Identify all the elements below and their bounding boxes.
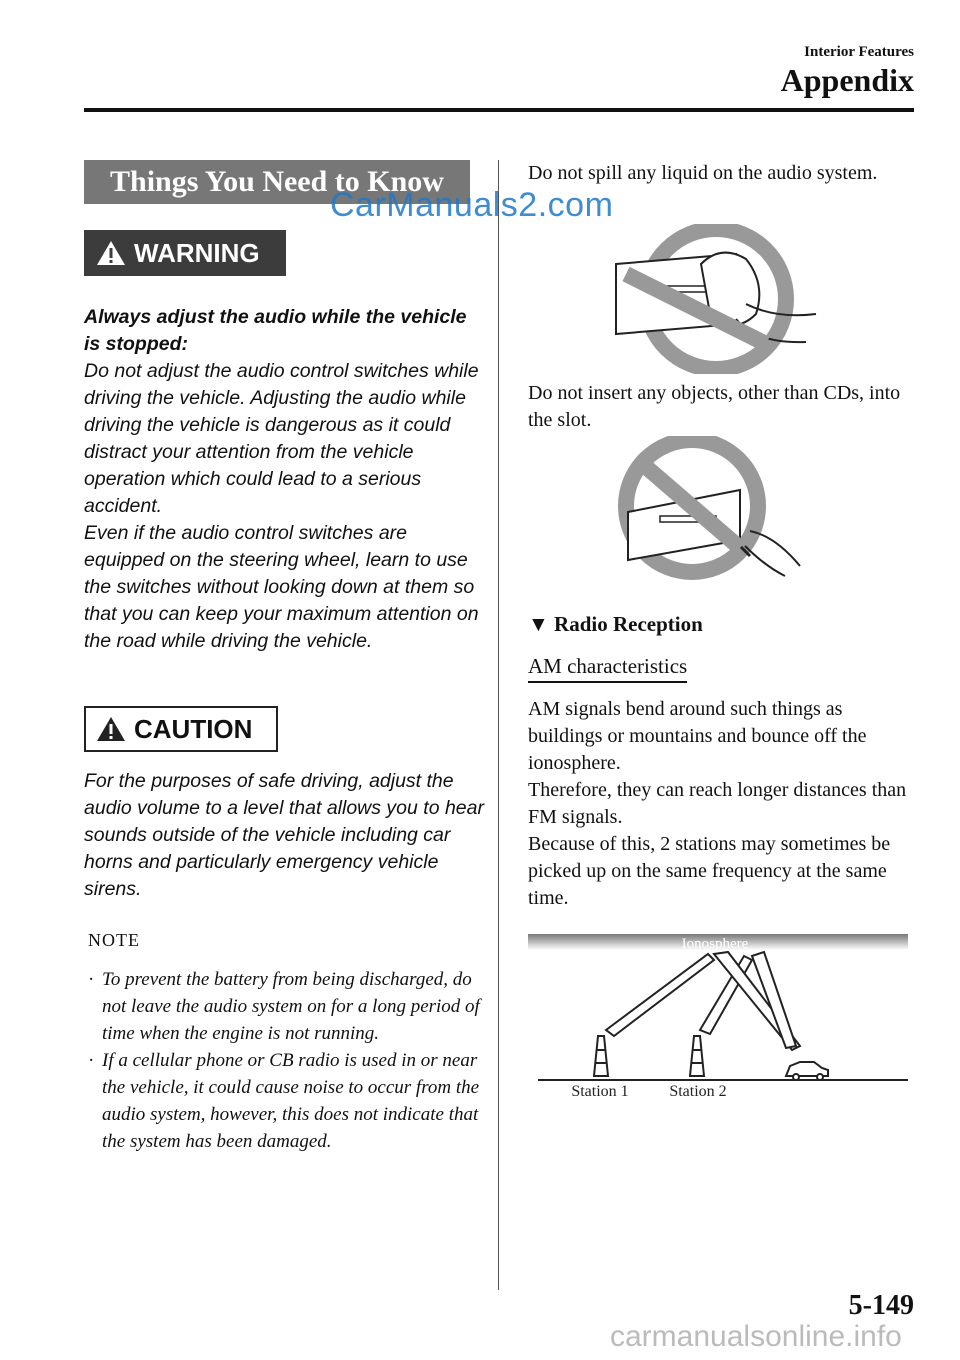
radio-reception-label: Radio Reception — [554, 612, 703, 636]
warning-banner — [84, 230, 286, 276]
warning-text — [84, 304, 484, 655]
caution-icon — [96, 715, 126, 743]
am-paragraph-1: AM signals bend around such things as buildings or mountains and bounce off the ionosphere. — [528, 698, 867, 774]
warning-body-2: Even if the audio control switches are equipped on the steering wheel, learn to use the switches without looking down at them so that you can keep your maximum attention on the road while driving the vehicle. — [84, 522, 479, 652]
am-diagram — [528, 930, 910, 1110]
signal-waves — [606, 952, 800, 1050]
bottom-watermark: carmanualsonline.info — [610, 1320, 902, 1353]
warning-icon — [96, 239, 126, 267]
am-paragraph-2: Therefore, they can reach longer distances than FM signals. — [528, 779, 907, 828]
spill-text: Do not spill any liquid on the audio system. — [528, 162, 878, 184]
warning-heading: Always adjust the audio while the vehicle is stopped: — [84, 306, 467, 355]
no-objects-illustration — [600, 436, 820, 586]
header-rule — [84, 108, 914, 112]
bullet-icon: · — [88, 1050, 95, 1071]
column-divider — [498, 160, 499, 1290]
caution-label: CAUTION — [134, 713, 253, 744]
station-1-label: Station 1 — [571, 1083, 629, 1100]
warning-label: WARNING — [134, 237, 260, 268]
note-list — [88, 966, 480, 1155]
station-2-label: Station 2 — [669, 1083, 727, 1100]
caution-body: For the purposes of safe driving, adjust the audio volume to a level that allows you to hear sounds outside of the vehicle including car horns and particularly emergency vehicle sirens. — [84, 770, 484, 900]
caution-banner — [84, 706, 278, 752]
bullet-icon: · — [88, 969, 95, 990]
warning-body: Do not adjust the audio control switches while driving the vehicle. Adjusting the audio while driving the vehicle is dangerous as it could distract your attention from the vehicle operation which could lead to a serious accident. — [84, 360, 479, 517]
note-item-text: To prevent the battery from being discharged, do not leave the audio system on for a long period of time when the engine is not running. — [102, 969, 480, 1044]
car-icon — [786, 1062, 828, 1080]
note-item-text: If a cellular phone or CB radio is used in or near the vehicle, it could cause noise to occur from the audio system, however, this does not indicate that the system has been damaged. — [102, 1050, 480, 1152]
note-item — [88, 1047, 480, 1155]
am-heading: AM characteristics — [528, 654, 687, 683]
station-2-tower — [690, 1036, 704, 1076]
page-number: 5-149 — [848, 1290, 914, 1321]
header-section: Interior Features — [804, 44, 914, 60]
no-liquid-illustration — [606, 224, 826, 374]
triangle-down-icon: ▼ — [528, 612, 549, 636]
header-chapter: Appendix — [780, 62, 914, 98]
section-title: Things You Need to Know — [84, 160, 470, 204]
am-text — [528, 696, 918, 912]
watermark: CarManuals2.com — [330, 186, 614, 224]
note-item — [88, 966, 480, 1047]
radio-reception-heading — [528, 612, 703, 637]
note-label: NOTE — [88, 930, 140, 950]
ionosphere-label: Ionosphere — [681, 936, 749, 952]
am-paragraph-3: Because of this, 2 stations may sometimes be picked up on the same frequency at the same time. — [528, 833, 891, 909]
insert-text: Do not insert any objects, other than CDs, into the slot. — [528, 382, 901, 431]
station-1-tower — [594, 1036, 608, 1076]
